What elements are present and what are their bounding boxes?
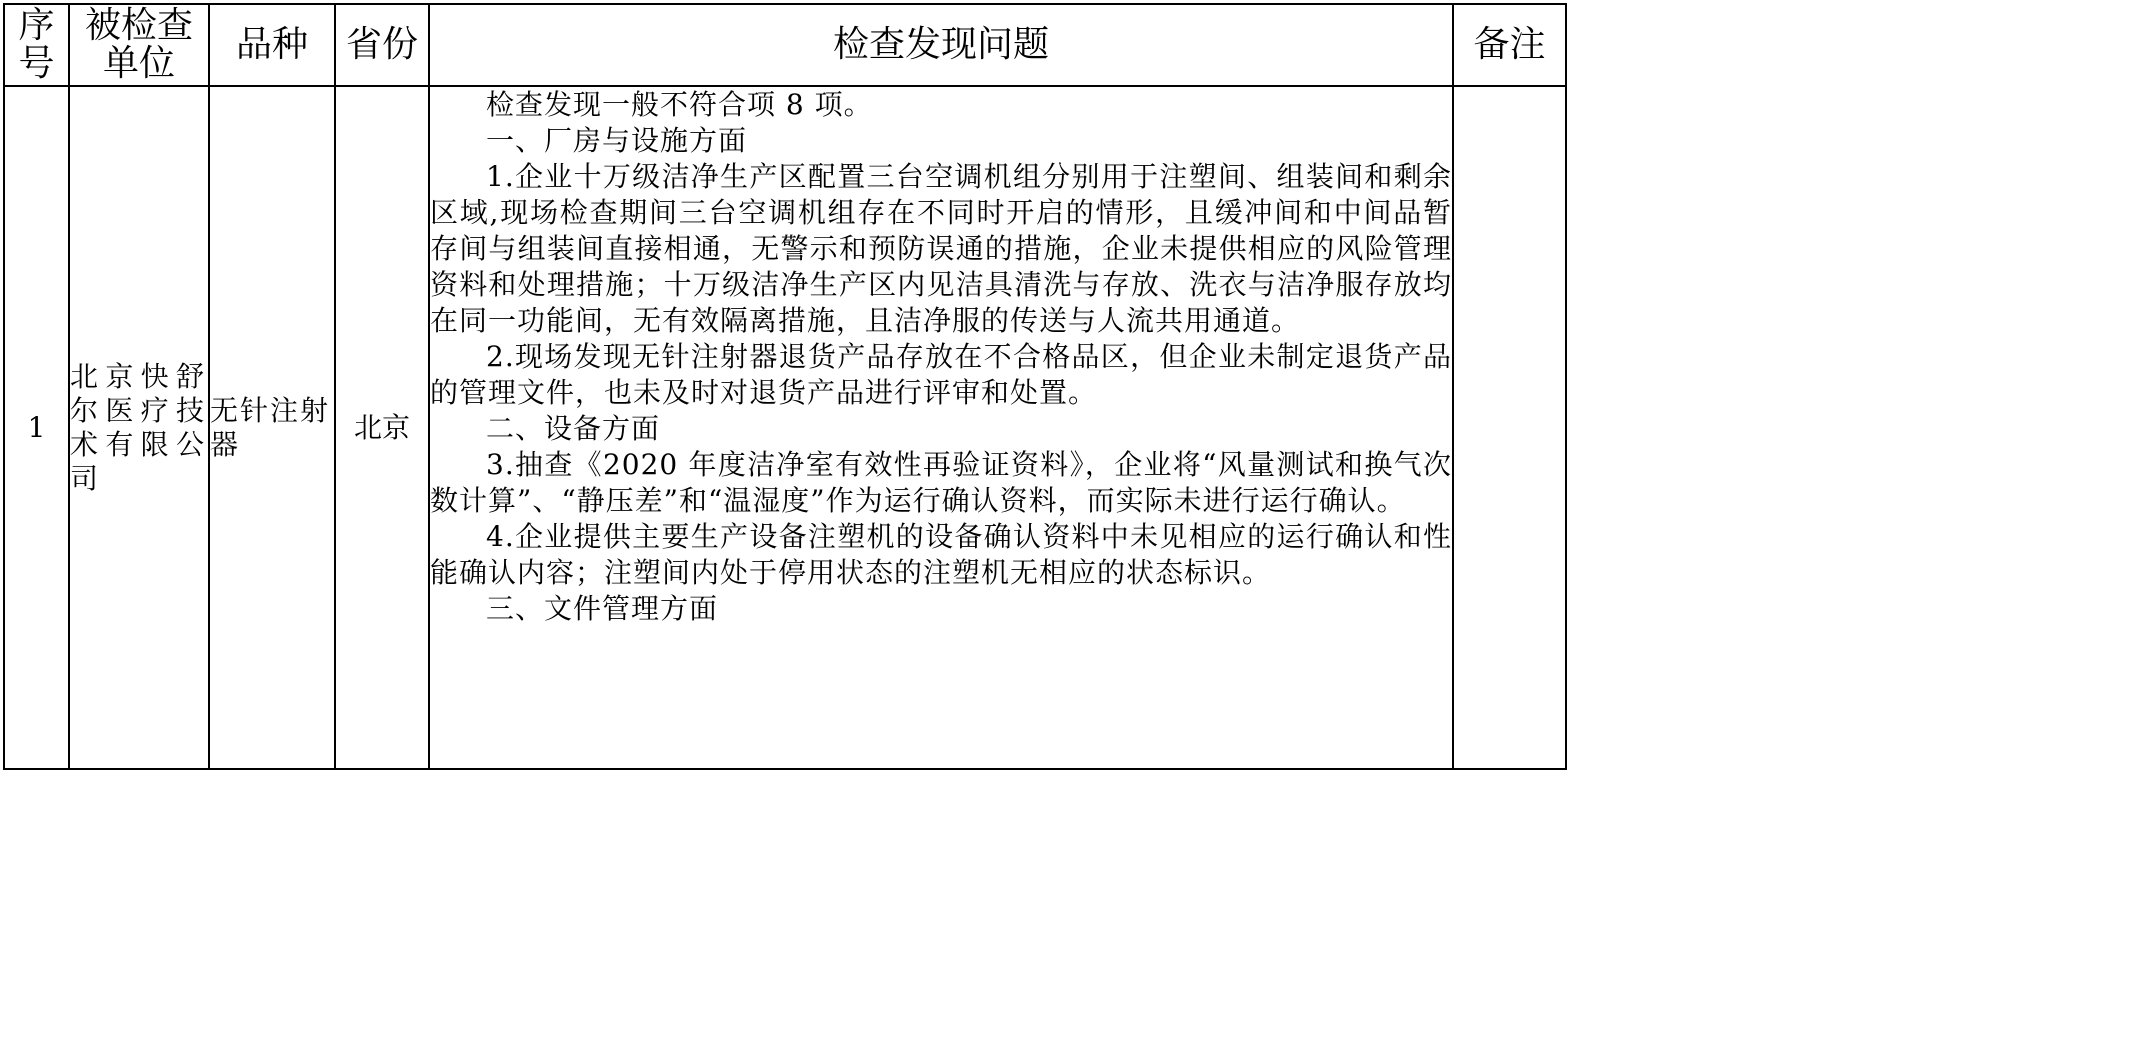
issue-item: 1.企业十万级洁净生产区配置三台空调机组分别用于注塑间、组装间和剩余区域,现场检查期间三台空调机组存在不同时开启的情形，且缓冲间和中间品暂存间与组装间直接相通，无警示和预防误通的措施，企业未提供相应的风险管理资料和处理措施；十万级洁净生产区内见洁具清洗与存放、洗衣与洁净服存放均在同一功能间，无有效隔离措施，且洁净服的传送与人流共用通道。 bbox=[430, 160, 1452, 337]
issue-item: 4.企业提供主要生产设备注塑机的设备确认资料中未见相应的运行确认和性能确认内容；注塑间内处于停用状态的注塑机无相应的状态标识。 bbox=[430, 520, 1452, 589]
cell-variety: 无针注射器 bbox=[209, 86, 335, 769]
issue-item: 2.现场发现无针注射器退货产品存放在不合格品区，但企业未制定退货产品的管理文件，也未及时对退货产品进行评审和处置。 bbox=[430, 340, 1452, 409]
header-issues: 检查发现问题 bbox=[429, 4, 1453, 86]
cell-inspected-unit: 北京快舒尔医疗技术有限公司 bbox=[69, 86, 209, 769]
header-inspected-unit: 被检查单位 bbox=[69, 4, 209, 86]
header-note: 备注 bbox=[1453, 4, 1566, 86]
cell-issues bbox=[429, 86, 1453, 769]
issue-section-heading: 二、设备方面 bbox=[486, 412, 661, 445]
cell-serial-no: 1 bbox=[4, 86, 69, 769]
issue-section-heading: 一、厂房与设施方面 bbox=[486, 124, 748, 157]
header-serial-no: 序号 bbox=[4, 4, 69, 86]
header-variety: 品种 bbox=[209, 4, 335, 86]
inspection-table bbox=[3, 3, 1567, 770]
issue-summary: 检查发现一般不符合项 8 项。 bbox=[486, 88, 873, 121]
table-header-row bbox=[4, 4, 1566, 86]
issue-item: 3.抽查《2020 年度洁净室有效性再验证资料》，企业将“风量测试和换气次数计算”、“静压差”和“温湿度”作为运行确认资料，而实际未进行运行确认。 bbox=[430, 448, 1452, 517]
cell-note bbox=[1453, 86, 1566, 769]
cell-province: 北京 bbox=[335, 86, 429, 769]
issue-section-heading: 三、文件管理方面 bbox=[486, 592, 719, 625]
header-province: 省份 bbox=[335, 4, 429, 86]
table-row bbox=[4, 86, 1566, 769]
